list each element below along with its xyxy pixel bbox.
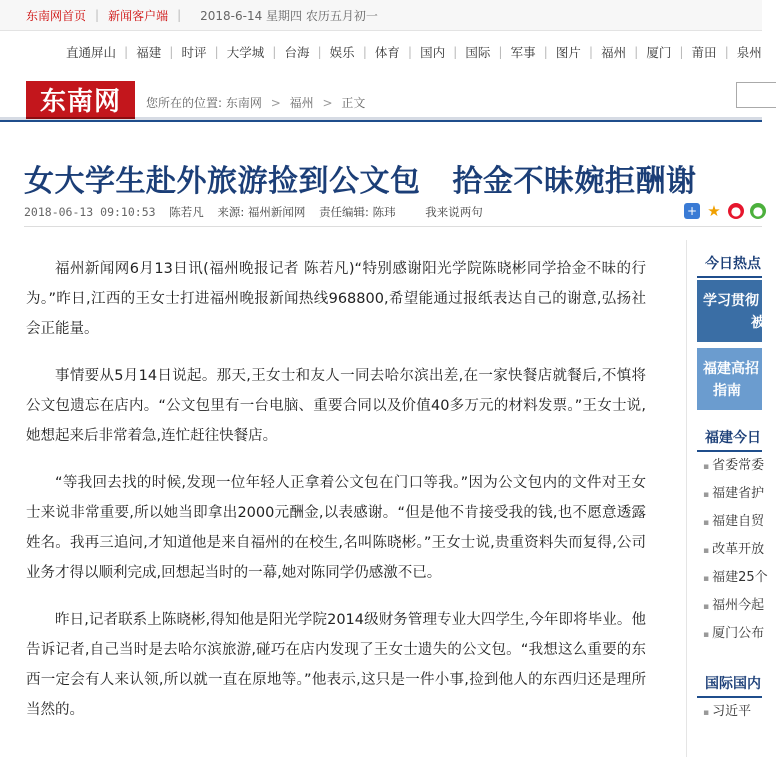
breadcrumb-prefix: 您所在的位置: [146, 96, 223, 110]
paragraph: 福州新闻网6月13日讯(福州晚报记者 陈若凡)“特别感谢阳光学院陈晓彬同学拾金不昧的行为。”昨日,江西的王女士打进福州晚报新闻热线968800,希望能通过报纸表达自己的谢意,弘扬社会正能量。 [26, 261, 646, 337]
sidebar-intl-title: 国际国内 [697, 670, 762, 698]
editor: 责任编辑: 陈玮 [319, 205, 396, 219]
fujian-news-list [697, 452, 768, 648]
breadcrumb-current: 正文 [341, 96, 366, 110]
list-item[interactable]: ▪ 福建省护 [697, 480, 762, 508]
article-body [26, 254, 646, 742]
nav-item[interactable]: 军事 [510, 44, 536, 60]
nav-item[interactable]: 时评 [181, 44, 207, 60]
share-bar [684, 203, 766, 219]
divider: | [177, 8, 182, 22]
top-bar [0, 0, 762, 31]
plus-icon[interactable]: + [684, 203, 700, 219]
intl-news-list [697, 698, 762, 726]
header-rule [0, 120, 762, 122]
weibo-icon[interactable]: ● [728, 203, 744, 219]
nav-item[interactable]: 大学城 [226, 44, 265, 60]
nav-divider: | [317, 44, 322, 59]
nav-divider: | [407, 44, 413, 59]
nav-item[interactable]: 泉州 [736, 44, 762, 60]
nav-item[interactable]: 国内 [420, 44, 446, 60]
nav-divider: | [679, 44, 684, 59]
card-line: 指南 [713, 383, 741, 399]
client-link[interactable]: 新闻客户端 [108, 8, 169, 23]
card-line: 学习贯彻 [703, 293, 759, 309]
nav-item[interactable]: 娱乐 [329, 44, 355, 60]
sidebar-fujian-title: 福建今日 [697, 424, 762, 452]
nav-divider: | [543, 44, 548, 59]
card-line: 福建高招 [703, 361, 759, 377]
sidebar-hot-title: 今日热点 [697, 250, 762, 278]
article-title [24, 156, 697, 200]
nav-item[interactable]: 体育 [374, 44, 400, 60]
source: 来源: 福州新闻网 [217, 205, 306, 219]
home-link[interactable]: 东南网首页 [26, 8, 87, 23]
nav-item[interactable]: 福建 [136, 44, 162, 60]
publish-time: 2018-06-13 09:10:53 [24, 205, 156, 219]
header [0, 72, 762, 120]
breadcrumb-separator: > [322, 96, 333, 110]
meta-rule [24, 226, 762, 227]
list-item[interactable]: ▪ 习近平 [697, 698, 762, 726]
nav-divider: | [634, 44, 639, 59]
article-meta [24, 204, 483, 220]
date-text: 2018-6-14 星期四 农历五月初一 [200, 8, 378, 23]
nav-divider: | [272, 44, 277, 59]
sidebar-card-gaokao[interactable] [697, 348, 762, 410]
sidebar-card-study[interactable] [697, 280, 765, 342]
title-part2: 拾金不昧婉拒酬谢 [452, 164, 697, 199]
list-item[interactable]: ▪ 福州今起 [697, 592, 762, 620]
nav-divider: | [214, 44, 219, 59]
star-icon[interactable]: ★ [707, 202, 721, 220]
card-line: 被 [751, 315, 765, 331]
nav-divider: | [588, 44, 594, 59]
nav-item[interactable]: 图片 [555, 44, 581, 60]
search-input[interactable] [736, 82, 776, 108]
breadcrumb-separator: > [270, 96, 281, 110]
breadcrumb [146, 94, 365, 111]
list-item[interactable]: ▪ 省委常委 [697, 452, 762, 480]
main-nav [0, 31, 762, 72]
nav-divider: | [124, 44, 129, 59]
nav-divider: | [498, 44, 503, 59]
site-logo[interactable]: 东南网 [26, 81, 135, 117]
paragraph: 事情要从5月14日说起。那天,王女士和友人一同去哈尔滨出差,在一家快餐店就餐后,不慎将公文包遗忘在店内。“公文包里有一台电脑、重要合同以及价值40多万元的材料发票。”王女士说,她想起来后非常着急,连忙赶往快餐店。 [26, 368, 647, 444]
nav-divider: | [724, 44, 729, 59]
nav-divider: | [169, 44, 174, 59]
paragraph: “等我回去找的时候,发现一位年轻人正拿着公文包在门口等我。”因为公文包内的文件对王女士来说非常重要,所以她当即拿出2000元酬金,以表感谢。“但是他不肯接受我的钱,也不愿意透露姓名。我再三追问,才知道他是来自福州的在校生,名叫陈晓彬。”王女士说,贵重资料失而复得,公司业务才得以顺利完成,回想起当时的一幕,她对陈同学仍感激不已。 [26, 475, 646, 581]
paragraph: 昨日,记者联系上陈晓彬,得知他是阳光学院2014级财务管理专业大四学生,今年即将毕业。他告诉记者,自己当时是去哈尔滨旅游,碰巧在店内发现了王女士遗失的公文包。“我想这么重要的东西一定会有人来认领,所以就一直在原地等。”他表示,这只是一件小事,捡到他人的东西归还是理所当然的。 [26, 612, 646, 718]
comment-link[interactable]: 我来说两句 [425, 205, 483, 219]
list-item[interactable]: ▪ 改革开放 [697, 536, 762, 564]
nav-item[interactable]: 厦门 [646, 44, 672, 60]
breadcrumb-fuzhou[interactable]: 福州 [289, 96, 314, 110]
nav-divider: | [453, 44, 458, 59]
nav-item[interactable]: 莆田 [691, 44, 717, 60]
sidebar [697, 250, 768, 726]
nav-item[interactable]: 国际 [465, 44, 491, 60]
column-divider [686, 240, 687, 757]
nav-item[interactable]: 福州 [601, 44, 627, 60]
nav-divider: | [362, 44, 367, 59]
nav-item[interactable]: 台海 [284, 44, 310, 60]
title-part1: 女大学生赴外旅游捡到公文包 [24, 164, 421, 199]
list-item[interactable]: ▪ 福建自贸 [697, 508, 762, 536]
list-item[interactable]: ▪ 福建25个 [697, 564, 762, 592]
author: 陈若凡 [169, 205, 204, 219]
wechat-icon[interactable]: ● [750, 203, 766, 219]
nav-item[interactable]: 直通屏山 [66, 44, 117, 60]
divider: | [95, 8, 100, 22]
breadcrumb-home[interactable]: 东南网 [225, 96, 262, 110]
list-item[interactable]: ▪ 厦门公布 [697, 620, 762, 648]
